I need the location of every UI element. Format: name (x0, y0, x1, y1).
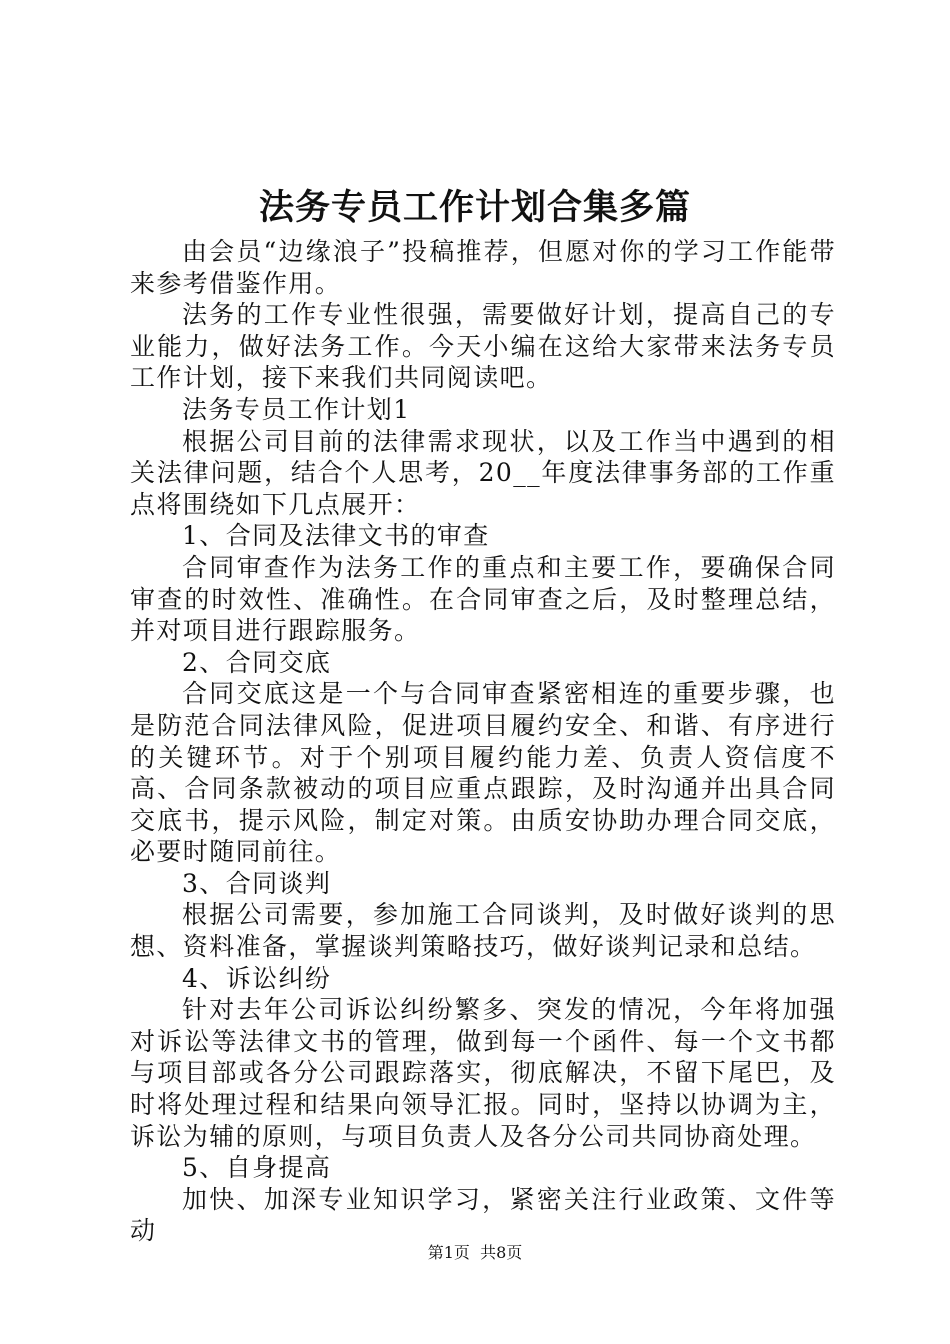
section-heading: 法务专员工作计划1 (182, 394, 411, 424)
subsection-heading: 3、合同谈判 (182, 868, 332, 898)
subsection-heading: 5、自身提高 (182, 1153, 332, 1183)
paragraph: 法务的工作专业性很强，需要做好计划，提高自己的专业能力，做好法务工作。今天小编在这给大家带来法务专员工作计划，接下来我们共同阅读吧。 (130, 300, 836, 393)
paragraph: 合同审查作为法务工作的重点和主要工作，要确保合同审查的时效性、准确性。在合同审查之后，及时整理总结，并对项目进行跟踪服务。 (130, 552, 836, 646)
page-footer (0, 1242, 950, 1264)
paragraph: 针对去年公司诉讼纠纷繁多、突发的情况，今年将加强对诉讼等法律文书的管理，做到每一个函件、每一个文书都与项目部或各分公司跟踪落实，彻底解决，不留下尾巴，及时将处理过程和结果向领导汇报。同时，坚持以协调为主，诉讼为辅的原则，与项目负责人及各分公司共同协商处理。 (130, 995, 836, 1151)
paragraph: 由会员“边缘浪子”投稿推荐，但愿对你的学习工作能带来参考借鉴作用。 (130, 237, 836, 298)
subsection-heading: 2、合同交底 (182, 647, 332, 677)
document-title: 法务专员工作计划合集多篇 (258, 187, 691, 228)
paragraph: 根据公司需要，参加施工合同谈判，及时做好谈判的思想、资料准备，掌握谈判策略技巧，做好谈判记录和总结。 (130, 900, 836, 962)
subsection-heading: 1、合同及法律文书的审查 (182, 521, 490, 551)
paragraph: 合同交底这是一个与合同审查紧密相连的重要步骤，也是防范合同法律风险，促进项目履约安全、和谐、有序进行的关键环节。对于个别项目履约能力差、负责人资信度不高、合同条款被动的项目应重点跟踪，及时沟通并出具合同交底书，提示风险，制定对策。由质安协助办理合同交底，必要时随同前往。 (130, 679, 836, 867)
paragraph: 加快、加深专业知识学习，紧密关注行业政策、文件等动 (130, 1184, 836, 1246)
paragraph: 根据公司目前的法律需求现状，以及工作当中遇到的相关法律问题，结合个人思考，20__年度法律事务部的工作重点将围绕如下几点展开： (130, 426, 836, 519)
page-number-label: 第1页 共8页 (427, 1243, 523, 1262)
subsection-heading: 4、诉讼纠纷 (182, 963, 332, 993)
document-body (130, 236, 836, 1247)
